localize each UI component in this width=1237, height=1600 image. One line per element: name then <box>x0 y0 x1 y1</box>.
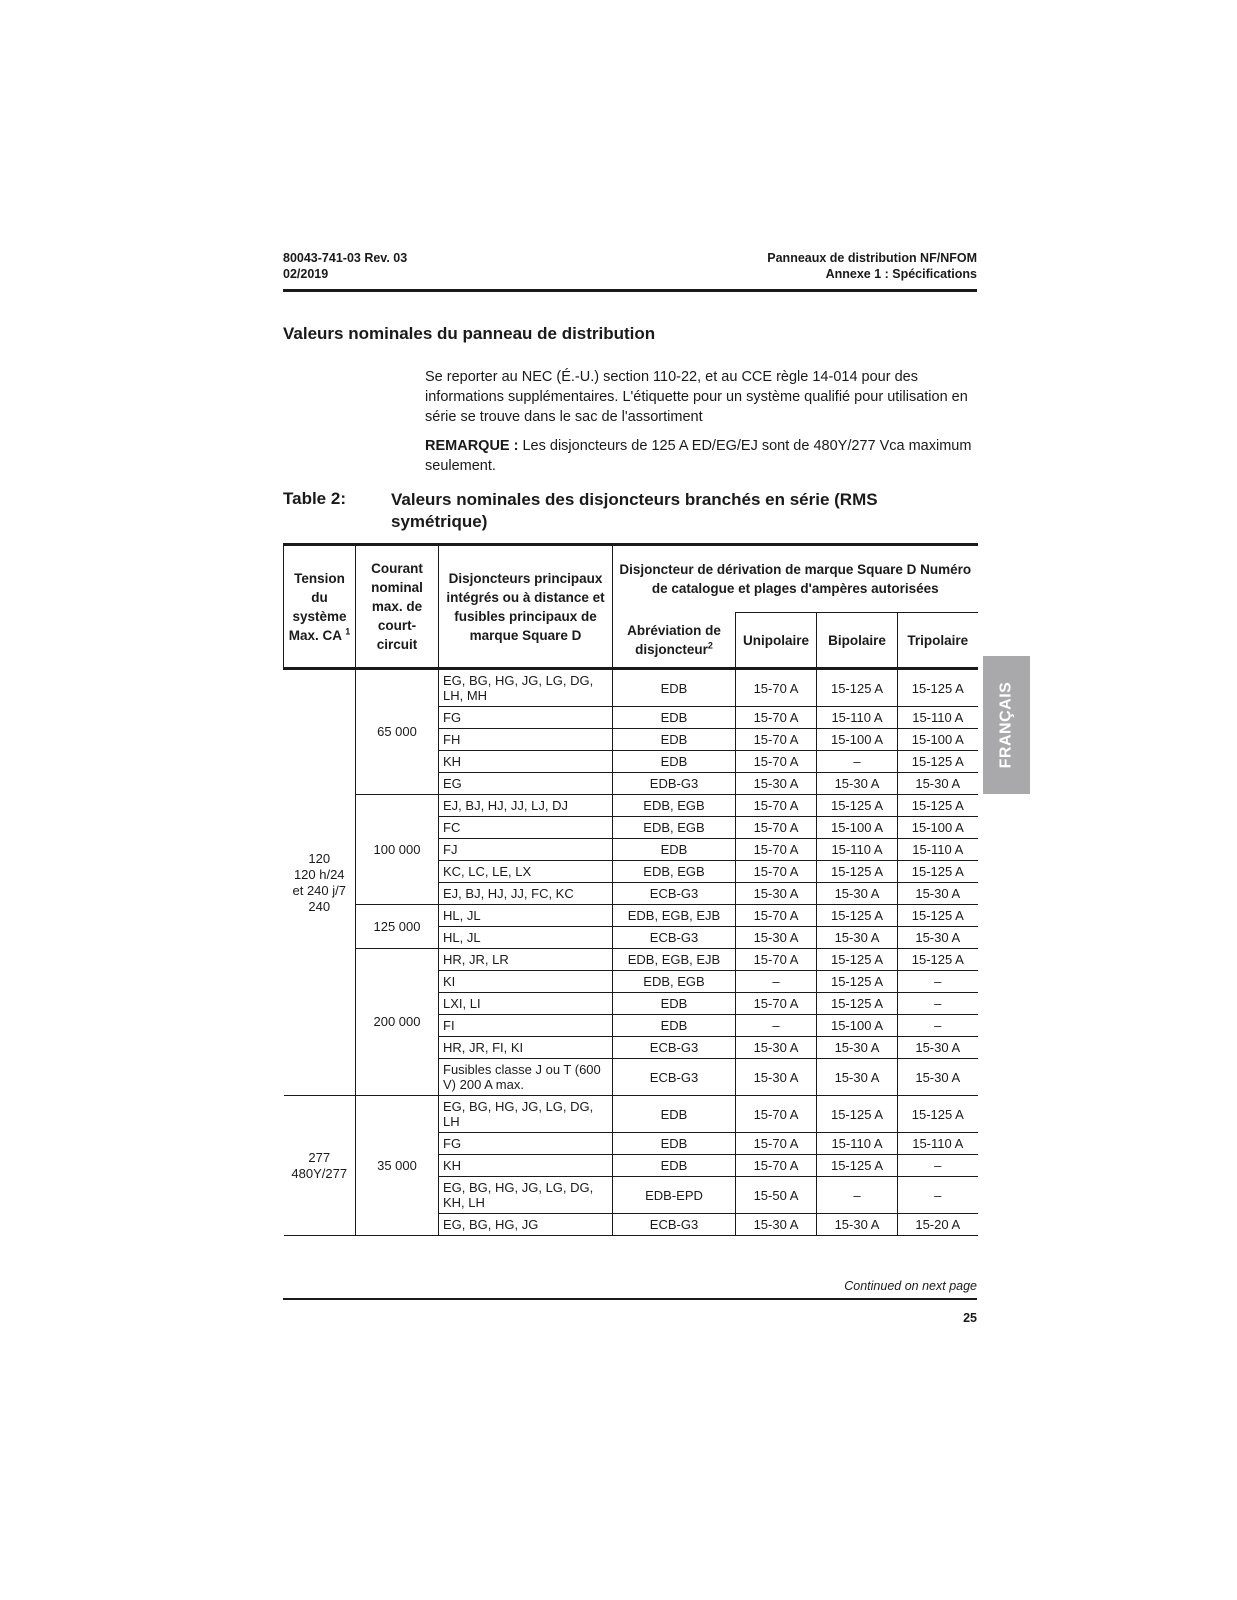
bipolar-cell: 15-110 A <box>817 839 898 861</box>
abbrev-cell: EDB, EGB <box>613 971 736 993</box>
mains-cell: HR, JR, LR <box>439 949 613 971</box>
current-cell: 125 000 <box>356 905 439 949</box>
unipolar-cell: 15-30 A <box>736 1059 817 1096</box>
bipolar-cell: 15-30 A <box>817 773 898 795</box>
tripolar-cell: 15-110 A <box>898 839 978 861</box>
intro-block <box>425 367 975 485</box>
doc-subtitle: Annexe 1 : Spécifications <box>825 267 977 281</box>
tripolar-cell: 15-125 A <box>898 861 978 883</box>
mains-cell: FH <box>439 729 613 751</box>
bipolar-cell: 15-125 A <box>817 949 898 971</box>
table-title: Valeurs nominales des disjoncteurs branchés en série (RMS symétrique) <box>391 490 878 531</box>
mains-cell: FJ <box>439 839 613 861</box>
mains-cell: KC, LC, LE, LX <box>439 861 613 883</box>
mains-cell: HL, JL <box>439 927 613 949</box>
mains-cell: EJ, BJ, HJ, JJ, LJ, DJ <box>439 795 613 817</box>
mains-cell: KI <box>439 971 613 993</box>
unipolar-cell: 15-50 A <box>736 1177 817 1214</box>
tripolar-cell: 15-20 A <box>898 1214 978 1236</box>
table-row <box>284 905 978 927</box>
language-label: FRANÇAIS <box>997 681 1015 769</box>
header-right <box>767 250 977 282</box>
section-title: Valeurs nominales du panneau de distribution <box>283 324 656 343</box>
tripolar-cell: 15-30 A <box>898 883 978 905</box>
abbrev-cell: ECB-G3 <box>613 1214 736 1236</box>
voltage-cell: 120 120 h/24 et 240 j/7 240 <box>284 669 356 1096</box>
mains-cell: FG <box>439 707 613 729</box>
abbrev-cell: EDB <box>613 1155 736 1177</box>
mains-cell: KH <box>439 751 613 773</box>
bipolar-cell: – <box>817 751 898 773</box>
unipolar-cell: 15-70 A <box>736 993 817 1015</box>
bipolar-cell: 15-100 A <box>817 729 898 751</box>
header-left <box>283 250 407 282</box>
bipolar-cell: 15-30 A <box>817 1214 898 1236</box>
mains-cell: Fusibles classe J ou T (600 V) 200 A max. <box>439 1059 613 1096</box>
current-cell: 35 000 <box>356 1096 439 1236</box>
tripolar-cell: – <box>898 971 978 993</box>
unipolar-cell: 15-30 A <box>736 927 817 949</box>
abbrev-cell: EDB <box>613 839 736 861</box>
header-voltage: Tension du système Max. CA $^1$ <box>284 545 356 669</box>
unipolar-cell: 15-70 A <box>736 1155 817 1177</box>
mains-cell: FG <box>439 1133 613 1155</box>
unipolar-cell: 15-70 A <box>736 1133 817 1155</box>
unipolar-cell: 15-70 A <box>736 905 817 927</box>
table-label: Table 2: <box>283 489 346 508</box>
tripolar-cell: 15-125 A <box>898 1096 978 1133</box>
bipolar-cell: 15-100 A <box>817 817 898 839</box>
current-cell: 200 000 <box>356 949 439 1096</box>
mains-cell: EJ, BJ, HJ, JJ, FC, KC <box>439 883 613 905</box>
abbrev-cell: EDB, EGB <box>613 817 736 839</box>
abbrev-cell: EDB-EPD <box>613 1177 736 1214</box>
unipolar-cell: 15-70 A <box>736 861 817 883</box>
voltage-cell: 277 480Y/277 <box>284 1096 356 1236</box>
bipolar-cell: 15-125 A <box>817 1096 898 1133</box>
tripolar-cell: 15-110 A <box>898 1133 978 1155</box>
header-rule <box>283 289 977 292</box>
mains-cell: EG, BG, HG, JG <box>439 1214 613 1236</box>
bipolar-cell: 15-100 A <box>817 1015 898 1037</box>
bipolar-cell: 15-30 A <box>817 1059 898 1096</box>
unipolar-cell: 15-30 A <box>736 1214 817 1236</box>
abbrev-cell: EDB <box>613 1096 736 1133</box>
abbrev-cell: EDB, EGB <box>613 795 736 817</box>
abbrev-cell: EDB <box>613 993 736 1015</box>
tripolar-cell: – <box>898 1155 978 1177</box>
mains-cell: FI <box>439 1015 613 1037</box>
intro-paragraph: Se reporter au NEC (É.-U.) section 110-22, et au CCE règle 14-014 pour des informations supplémentaires. L'étiquette pour un système qualifié pour utilisation en série se trouve dans le sac de l'assortiment <box>425 369 968 425</box>
tripolar-cell: 15-110 A <box>898 707 978 729</box>
unipolar-cell: 15-70 A <box>736 707 817 729</box>
abbrev-cell: ECB-G3 <box>613 1037 736 1059</box>
unipolar-cell: 15-30 A <box>736 883 817 905</box>
bipolar-cell: 15-30 A <box>817 1037 898 1059</box>
doc-number: 80043-741-03 Rev. 03 <box>283 251 408 265</box>
tripolar-cell: 15-30 A <box>898 1059 978 1096</box>
abbrev-cell: ECB-G3 <box>613 1059 736 1096</box>
current-cell: 100 000 <box>356 795 439 905</box>
tripolar-cell: 15-30 A <box>898 773 978 795</box>
abbrev-cell: ECB-G3 <box>613 927 736 949</box>
unipolar-cell: 15-70 A <box>736 839 817 861</box>
unipolar-cell: 15-70 A <box>736 729 817 751</box>
bipolar-cell: 15-30 A <box>817 927 898 949</box>
abbrev-cell: EDB <box>613 729 736 751</box>
abbrev-cell: EDB <box>613 707 736 729</box>
abbrev-cell: EDB <box>613 1133 736 1155</box>
current-cell: 65 000 <box>356 669 439 795</box>
bipolar-cell: 15-125 A <box>817 971 898 993</box>
table-body <box>284 669 978 1236</box>
unipolar-cell: 15-30 A <box>736 773 817 795</box>
mains-cell: FC <box>439 817 613 839</box>
abbrev-cell: EDB-G3 <box>613 773 736 795</box>
mains-cell: HR, JR, FI, KI <box>439 1037 613 1059</box>
tripolar-cell: – <box>898 1177 978 1214</box>
abbrev-cell: EDB, EGB <box>613 861 736 883</box>
unipolar-cell: 15-70 A <box>736 1096 817 1133</box>
tripolar-cell: 15-125 A <box>898 949 978 971</box>
language-tab <box>983 656 1030 794</box>
header-branch-group: Disjoncteur de dérivation de marque Square D Numéro de catalogue et plages d'ampères autorisées <box>613 545 978 613</box>
unipolar-cell: 15-70 A <box>736 817 817 839</box>
unipolar-cell: 15-70 A <box>736 751 817 773</box>
header-abbrev: Abréviation de disjoncteur$^2$ <box>613 613 736 669</box>
bipolar-cell: 15-125 A <box>817 795 898 817</box>
abbrev-cell: EDB, EGB, EJB <box>613 949 736 971</box>
bipolar-cell: – <box>817 1177 898 1214</box>
bipolar-cell: 15-110 A <box>817 1133 898 1155</box>
ratings-table <box>283 543 978 1236</box>
mains-cell: EG <box>439 773 613 795</box>
abbrev-cell: EDB <box>613 669 736 707</box>
tripolar-cell: 15-125 A <box>898 751 978 773</box>
unipolar-cell: – <box>736 1015 817 1037</box>
header-tripolar: Tripolaire <box>898 613 978 669</box>
mains-cell: LXI, LI <box>439 993 613 1015</box>
tripolar-cell: 15-125 A <box>898 905 978 927</box>
unipolar-cell: 15-30 A <box>736 1037 817 1059</box>
unipolar-cell: – <box>736 971 817 993</box>
bipolar-cell: 15-125 A <box>817 993 898 1015</box>
unipolar-cell: 15-70 A <box>736 669 817 707</box>
tripolar-cell: 15-125 A <box>898 795 978 817</box>
mains-cell: EG, BG, HG, JG, LG, DG, KH, LH <box>439 1177 613 1214</box>
header-mains: Disjoncteurs principaux intégrés ou à distance et fusibles principaux de marque Square D <box>439 545 613 669</box>
bipolar-cell: 15-125 A <box>817 861 898 883</box>
abbrev-cell: EDB <box>613 1015 736 1037</box>
bipolar-cell: 15-110 A <box>817 707 898 729</box>
table-row <box>284 669 978 707</box>
note-label: REMARQUE : <box>425 438 519 454</box>
tripolar-cell: 15-100 A <box>898 817 978 839</box>
tripolar-cell: 15-100 A <box>898 729 978 751</box>
footer-rule <box>283 1298 977 1300</box>
table-row <box>284 949 978 971</box>
header-unipolar: Unipolaire <box>736 613 817 669</box>
abbrev-cell: EDB <box>613 751 736 773</box>
mains-cell: EG, BG, HG, JG, LG, DG, LH <box>439 1096 613 1133</box>
table-row <box>284 795 978 817</box>
bipolar-cell: 15-125 A <box>817 1155 898 1177</box>
tripolar-cell: – <box>898 1015 978 1037</box>
bipolar-cell: 15-125 A <box>817 905 898 927</box>
header-bipolar: Bipolaire <box>817 613 898 669</box>
abbrev-cell: EDB, EGB, EJB <box>613 905 736 927</box>
intro-note <box>425 436 975 476</box>
bipolar-cell: 15-30 A <box>817 883 898 905</box>
tripolar-cell: – <box>898 993 978 1015</box>
note-text: Les disjoncteurs de 125 A ED/EG/EJ sont de 480Y/277 Vca maximum seulement. <box>425 438 972 474</box>
tripolar-cell: 15-30 A <box>898 1037 978 1059</box>
mains-cell: HL, JL <box>439 905 613 927</box>
bipolar-cell: 15-125 A <box>817 669 898 707</box>
page-number: 25 <box>963 1311 977 1325</box>
doc-date: 02/2019 <box>283 267 329 281</box>
table-row <box>284 1096 978 1133</box>
header-current: Courant nominal max. de court-circuit <box>356 545 439 669</box>
doc-title: Panneaux de distribution NF/NFOM <box>767 251 977 265</box>
unipolar-cell: 15-70 A <box>736 795 817 817</box>
abbrev-cell: ECB-G3 <box>613 883 736 905</box>
mains-cell: EG, BG, HG, JG, LG, DG, LH, MH <box>439 669 613 707</box>
mains-cell: KH <box>439 1155 613 1177</box>
unipolar-cell: 15-70 A <box>736 949 817 971</box>
continued-note: Continued on next page <box>844 1279 977 1293</box>
tripolar-cell: 15-125 A <box>898 669 978 707</box>
tripolar-cell: 15-30 A <box>898 927 978 949</box>
